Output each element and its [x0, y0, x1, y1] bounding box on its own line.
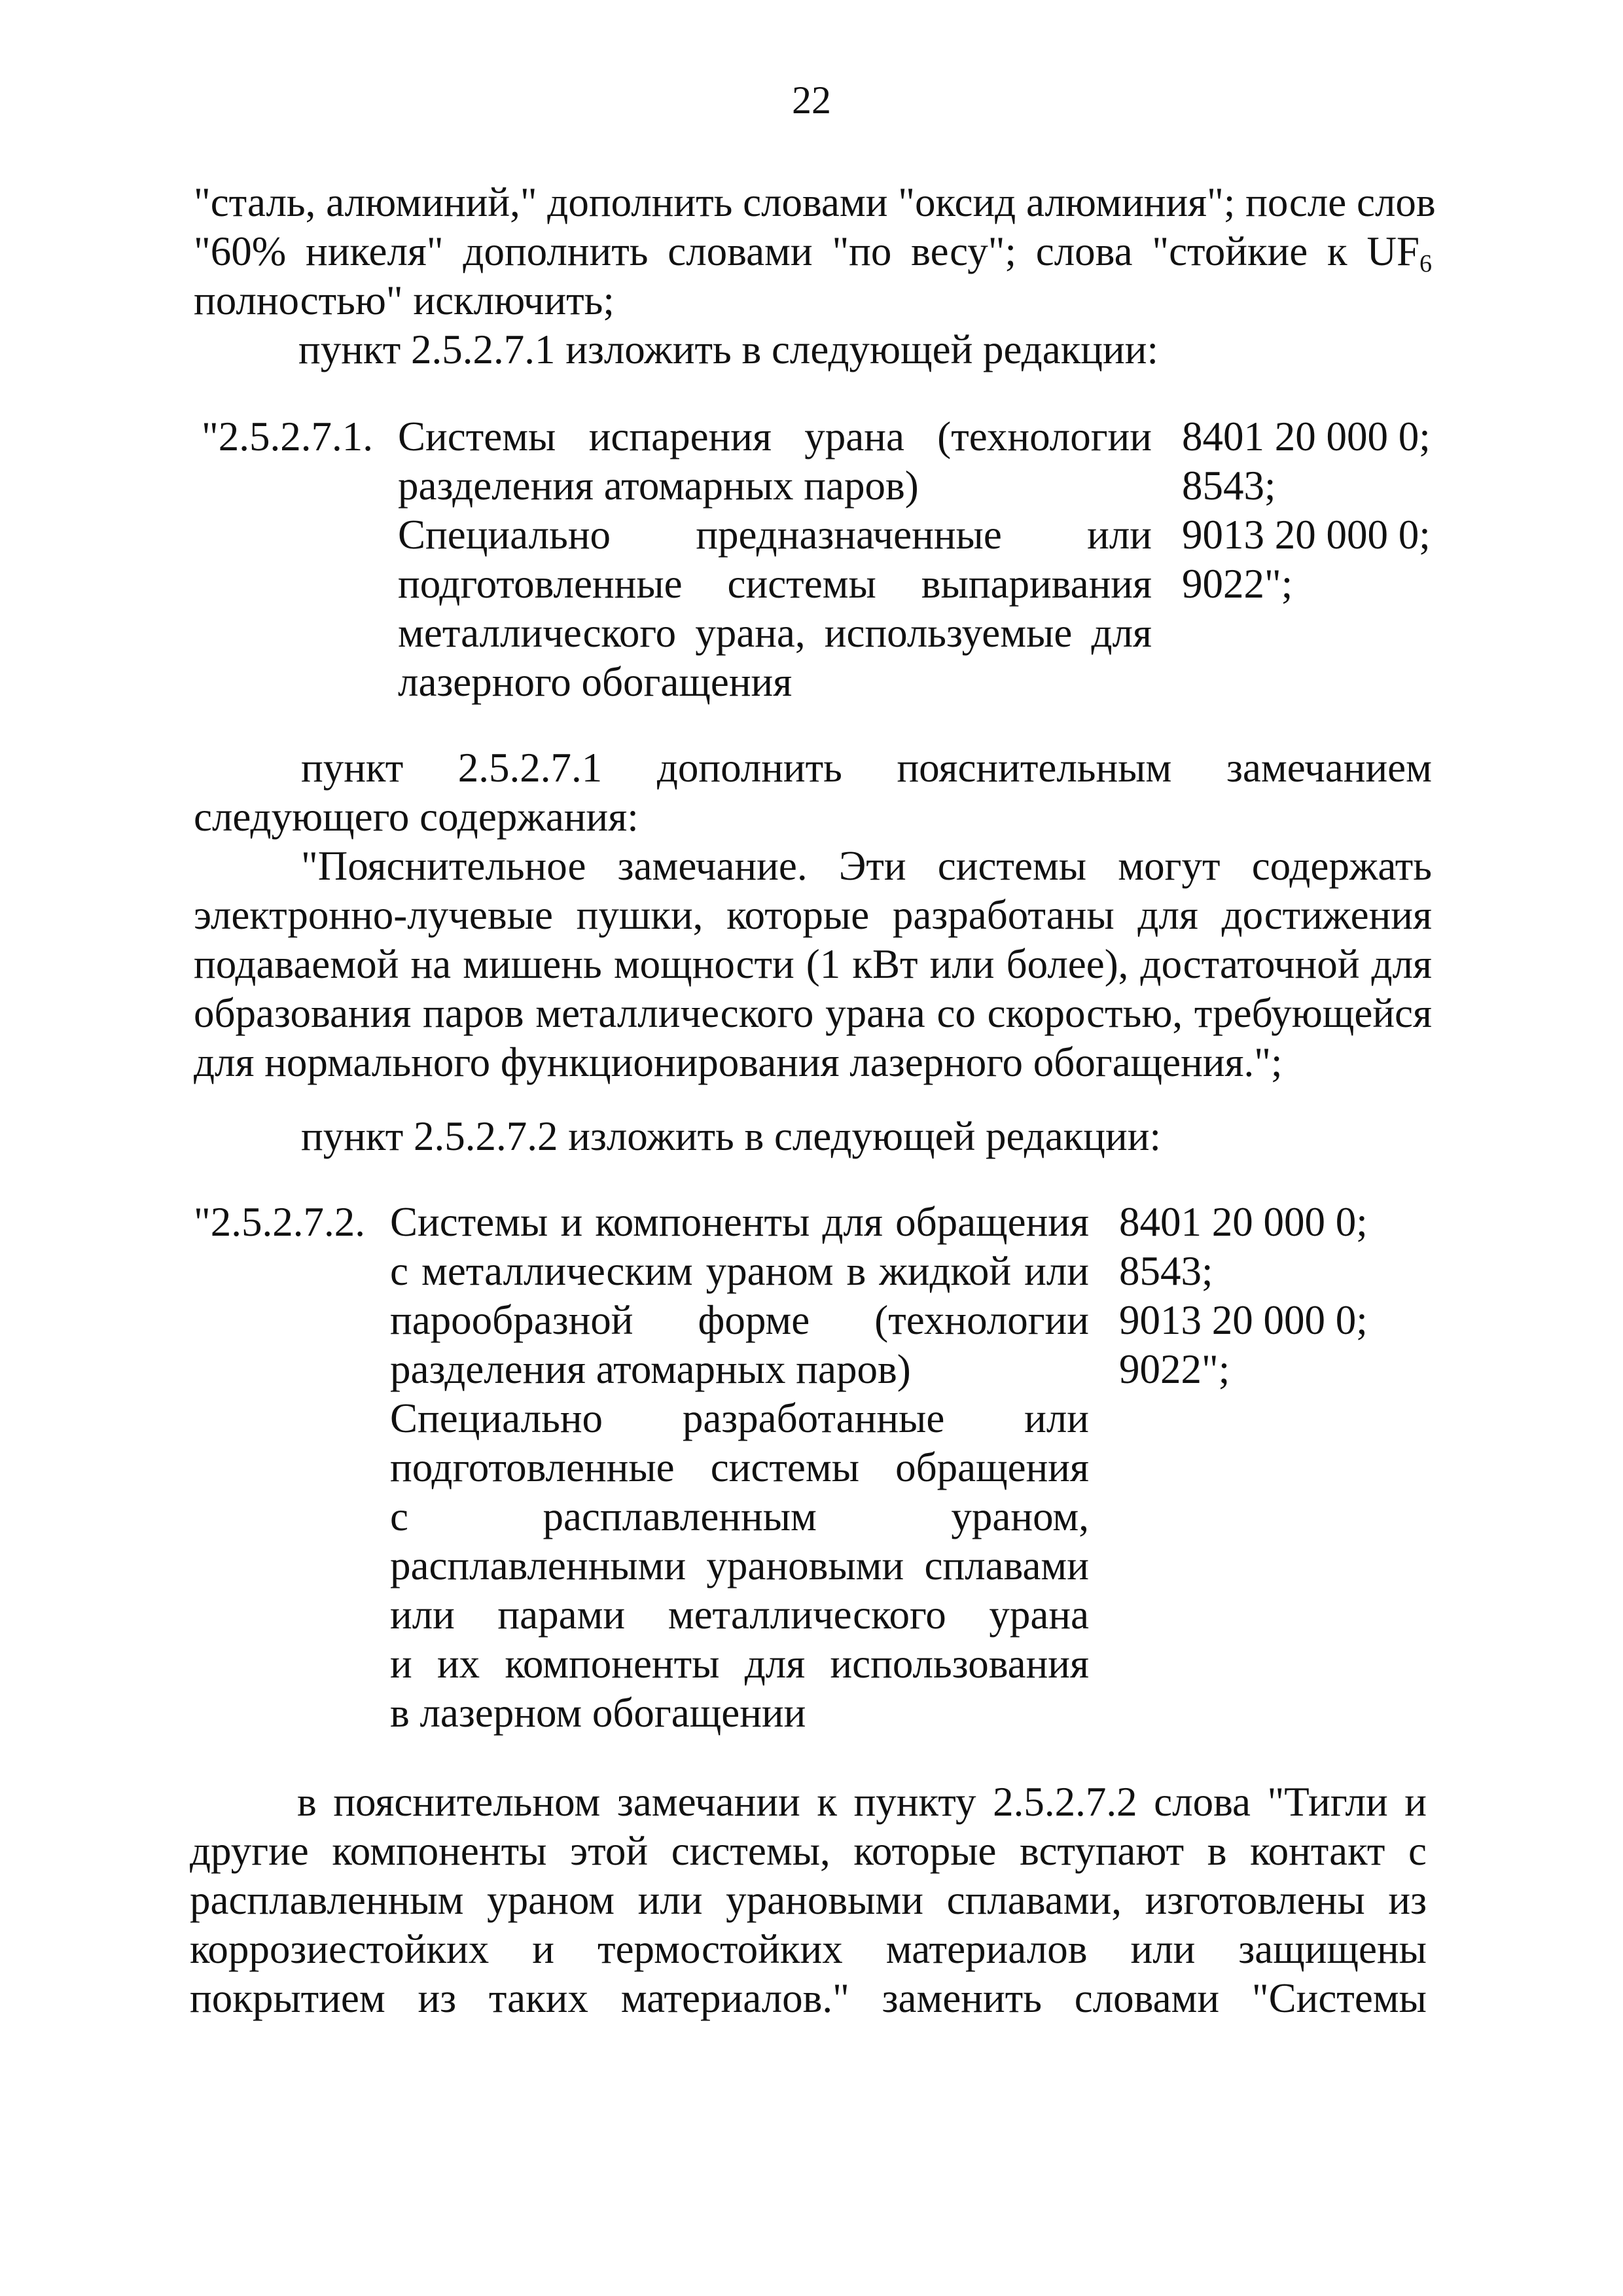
para2-line-2: следующего содержания:: [194, 794, 639, 840]
note-line: для нормального функционирования лазерного обогащения.";: [194, 1039, 1283, 1085]
desc-line: с расплавленным ураном,: [390, 1494, 1089, 1539]
code-item: 9022";: [1182, 561, 1293, 607]
para2-part: пункт 2.5.2.7.1: [301, 745, 603, 791]
entry-codes: [1119, 1198, 1368, 1394]
desc-line: Системы и компоненты для обращения: [390, 1199, 1089, 1245]
note-line: "Пояснительное замечание. Эти системы могут содержать: [301, 843, 1432, 889]
uf6-subscript: 6: [1419, 250, 1432, 278]
desc-line: расплавленными урановыми сплавами: [390, 1543, 1089, 1588]
code-item: 9013 20 000 0;: [1182, 512, 1431, 558]
intro-line-3: полностью" исключить;: [194, 278, 615, 323]
intro-paragraph: [194, 178, 1436, 374]
code-item: 8543;: [1119, 1248, 1213, 1294]
paragraph-3: [190, 1778, 1427, 2023]
para3-line: в пояснительном замечании к пункту 2.5.2.7.2 слова "Тигли и: [297, 1779, 1427, 1825]
desc-line: или парами металлического урана: [390, 1592, 1089, 1638]
entry-codes: [1182, 412, 1431, 609]
desc-line: подготовленные системы выпаривания: [398, 561, 1152, 607]
desc-line: Специально предназначенные или: [398, 512, 1152, 558]
para2-part: замечанием: [1226, 745, 1432, 791]
code-item: 8401 20 000 0;: [1182, 414, 1431, 459]
para2-part: дополнить: [656, 745, 842, 791]
note-line: электронно-лучевые пушки, которые разработаны для достижения: [194, 892, 1432, 938]
code-item: 9013 20 000 0;: [1119, 1297, 1368, 1343]
desc-line: в лазерном обогащении: [390, 1690, 806, 1736]
desc-line: подготовленные системы обращения: [390, 1444, 1089, 1490]
page-number: 22: [792, 79, 831, 122]
entry-description: [390, 1198, 1089, 1738]
note-line: образования паров металлического урана со скоростью, требующейся: [194, 990, 1432, 1036]
desc-line: с металлическим ураном в жидкой или: [390, 1248, 1089, 1294]
para2-part: пояснительным: [897, 745, 1172, 791]
para2-line-1: [194, 744, 1432, 793]
para3-line: покрытием из таких материалов." заменить словами "Системы: [190, 1975, 1427, 2021]
para3-line: коррозиестойких и термостойких материалов или защищены: [190, 1926, 1427, 1972]
intro-line-2-text: "60% никеля" дополнить словами "по весу"; слова "стойкие к UF: [194, 228, 1419, 274]
intro-line-4: пункт 2.5.2.7.1 изложить в следующей редакции:: [298, 327, 1158, 372]
intro-line-2: [194, 227, 1432, 276]
para3-line: другие компоненты этой системы, которые вступают в контакт с: [190, 1828, 1427, 1874]
entry-description: [398, 412, 1152, 707]
paragraph-2: [194, 744, 1432, 1161]
desc-line: разделения атомарных паров): [390, 1346, 911, 1392]
desc-line: металлического урана, используемые для: [398, 610, 1152, 656]
note-line: подаваемой на мишень мощности (1 кВт или более), достаточной для: [194, 941, 1432, 987]
para3-line: расплавленным ураном или урановыми сплавами, изготовлены из: [190, 1877, 1427, 1923]
desc-line: лазерного обогащения: [398, 659, 793, 705]
para2-line-after: пункт 2.5.2.7.2 изложить в следующей редакции:: [301, 1113, 1161, 1159]
desc-line: разделения атомарных паров): [398, 463, 919, 509]
code-item: 8401 20 000 0;: [1119, 1199, 1368, 1245]
desc-line: парообразной форме (технологии: [390, 1297, 1089, 1343]
desc-line: Системы испарения урана (технологии: [398, 414, 1152, 459]
code-item: 9022";: [1119, 1346, 1230, 1392]
entry-number: "2.5.2.7.1.: [202, 414, 373, 459]
intro-line-1: "сталь, алюминий," дополнить словами "оксид алюминия"; после слов: [194, 179, 1436, 225]
code-item: 8543;: [1182, 463, 1276, 509]
desc-line: и их компоненты для использования: [390, 1641, 1089, 1687]
desc-line: Специально разработанные или: [390, 1395, 1089, 1441]
entry-number: "2.5.2.7.2.: [194, 1199, 365, 1245]
